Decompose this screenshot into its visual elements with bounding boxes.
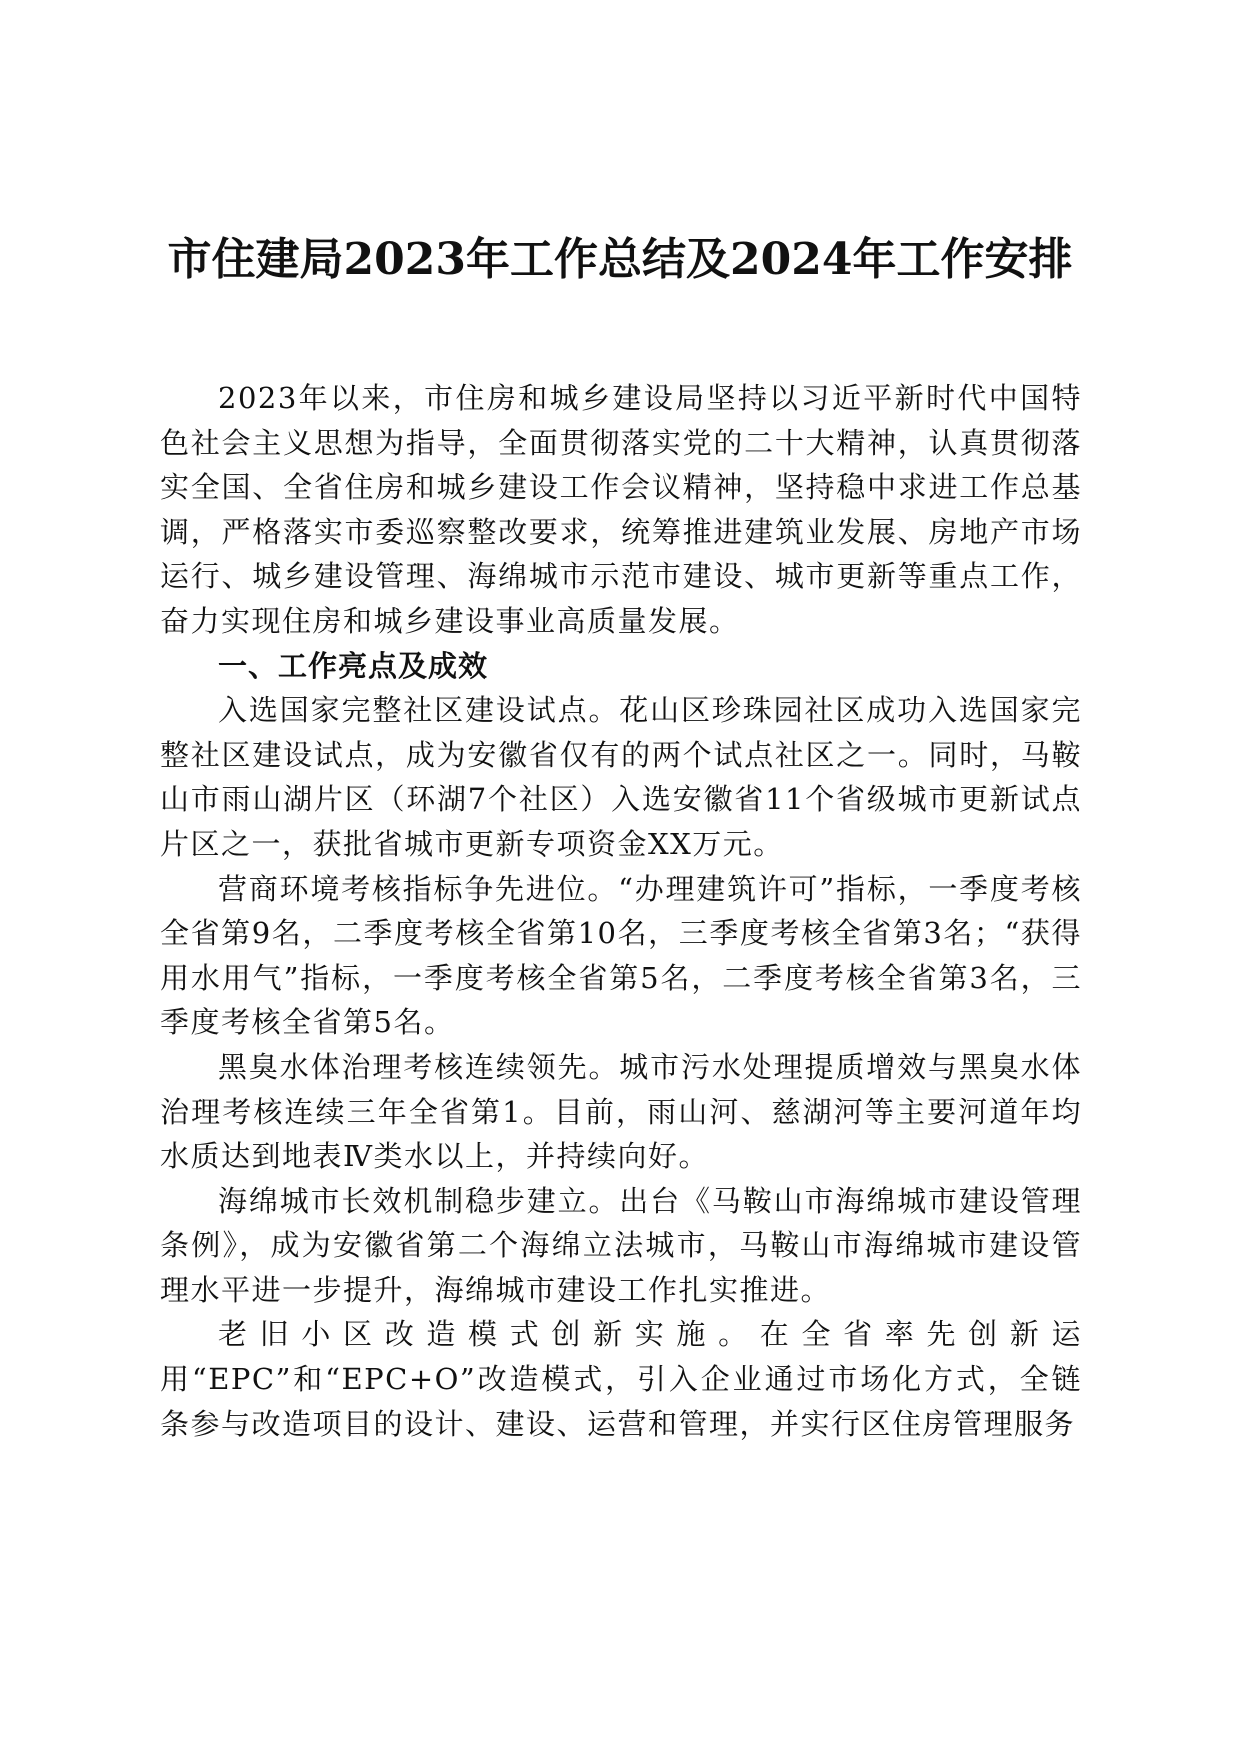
paragraph-sponge-city: 海绵城市长效机制稳步建立。出台《马鞍山市海绵城市建设管理条例》，成为安徽省第二个海绵立法城市，马鞍山市海绵城市建设管理水平进一步提升，海绵城市建设工作扎实推进。 [160,1183,1082,1307]
paragraph-business-environment: 营商环境考核指标争先进位。“办理建筑许可”指标，一季度考核全省第9名，二季度考核全省第10名，三季度考核全省第3名；“获得用水用气”指标，一季度考核全省第5名，二季度考核全省第3名，三季度考核全省第5名。 [160,871,1082,1040]
paragraph-community-pilot: 入选国家完整社区建设试点。花山区珍珠园社区成功入选国家完整社区建设试点，成为安徽省仅有的两个试点社区之一。同时，马鞍山市雨山湖片区（环湖7个社区）入选安徽省11个省级城市更新试点片区之一，获批省城市更新专项资金XX万元。 [160,693,1082,861]
document-title: 市住建局2023年工作总结及2024年工作安排 [167,234,1073,285]
section-heading: 一、工作亮点及成效 [218,648,489,683]
paragraph-old-community-renovation: 老旧小区改造模式创新实施。在全省率先创新运用“EPC”和“EPC+O”改造模式，引入企业通过市场化方式，全链条参与改造项目的设计、建设、运营和管理，并实行区住房管理服务 [160,1317,1082,1441]
intro-paragraph: 2023年以来，市住房和城乡建设局坚持以习近平新时代中国特色社会主义思想为指导，全面贯彻落实党的二十大精神，认真贯彻落实全国、全省住房和城乡建设工作会议精神，坚持稳中求进工作总基调，严格落实市委巡察整改要求，统筹推进建筑业发展、房地产市场运行、城乡建设管理、海绵城市示范市建设、城市更新等重点工作，奋力实现住房和城乡建设事业高质量发展。 [160,381,1082,638]
paragraph-black-odorous-water: 黑臭水体治理考核连续领先。城市污水处理提质增效与黑臭水体治理考核连续三年全省第1。目前，雨山河、慈湖河等主要河道年均水质达到地表Ⅳ类水以上，并持续向好。 [160,1049,1082,1174]
document-body [160,376,1082,1446]
